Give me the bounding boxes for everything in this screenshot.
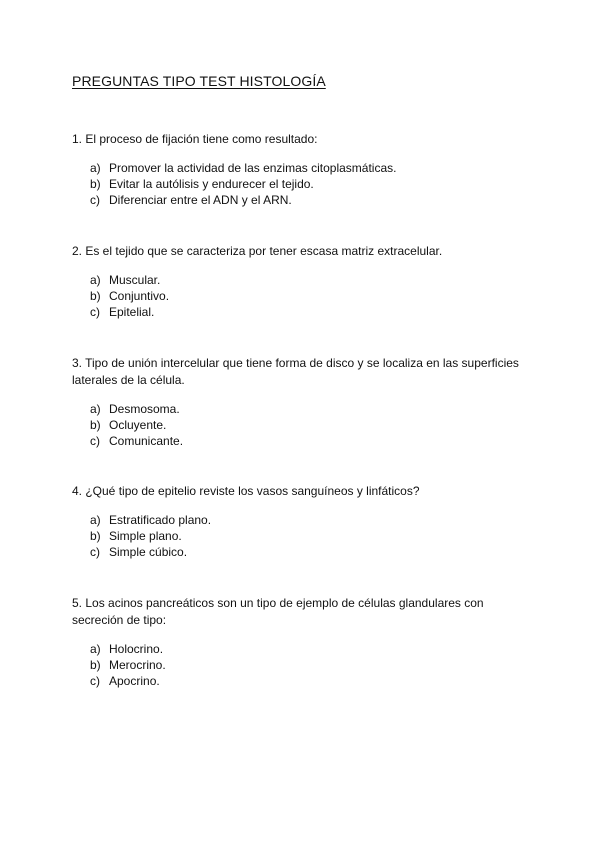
option-a	[90, 512, 532, 528]
page-title: PREGUNTAS TIPO TEST HISTOLOGÍA	[72, 73, 326, 89]
question-1	[72, 131, 532, 208]
option-b	[90, 417, 532, 433]
question-5	[72, 595, 532, 689]
option-letter: c)	[90, 545, 100, 559]
option-text: Estratificado plano.	[109, 513, 212, 527]
option-letter: a)	[90, 161, 101, 175]
option-text: Desmosoma.	[109, 402, 180, 416]
option-letter: c)	[90, 434, 100, 448]
options-list	[72, 641, 532, 689]
option-b	[90, 528, 532, 544]
option-letter: c)	[90, 193, 100, 207]
option-text: Epitelial.	[109, 305, 155, 319]
option-text: Merocrino.	[109, 658, 166, 672]
option-letter: b)	[90, 177, 101, 191]
options-list	[72, 512, 532, 560]
option-text: Muscular.	[109, 273, 161, 287]
option-c	[90, 433, 532, 449]
option-letter: b)	[90, 289, 101, 303]
option-letter: a)	[90, 402, 101, 416]
option-text: Holocrino.	[109, 642, 164, 656]
option-a	[90, 160, 532, 176]
question-text: 3. Tipo de unión intercelular que tiene forma de disco y se localiza en las superficies laterales de la célula.	[72, 356, 519, 387]
options-list	[72, 272, 532, 320]
option-text: Diferenciar entre el ADN y el ARN.	[109, 193, 292, 207]
option-a	[90, 401, 532, 417]
option-b	[90, 657, 532, 673]
option-c	[90, 304, 532, 320]
option-letter: c)	[90, 305, 100, 319]
option-letter: b)	[90, 418, 101, 432]
option-text: Evitar la autólisis y endurecer el tejido.	[109, 177, 314, 191]
option-b	[90, 176, 532, 192]
options-list	[72, 160, 532, 208]
question-text: 2. Es el tejido que se caracteriza por tener escasa matriz extracelular.	[72, 244, 443, 258]
question-2	[72, 243, 532, 320]
option-text: Ocluyente.	[109, 418, 167, 432]
question-text: 5. Los acinos pancreáticos son un tipo de ejemplo de células glandulares con secreción de tipo:	[72, 596, 484, 627]
options-list	[72, 401, 532, 449]
option-letter: c)	[90, 674, 100, 688]
option-c	[90, 192, 532, 208]
option-text: Promover la actividad de las enzimas citoplasmáticas.	[109, 161, 397, 175]
option-text: Conjuntivo.	[109, 289, 170, 303]
option-a	[90, 272, 532, 288]
option-letter: a)	[90, 513, 101, 527]
question-text: 4. ¿Qué tipo de epitelio reviste los vasos sanguíneos y linfáticos?	[72, 484, 420, 498]
question-text: 1. El proceso de fijación tiene como resultado:	[72, 132, 318, 146]
option-text: Comunicante.	[109, 434, 184, 448]
option-letter: a)	[90, 642, 101, 656]
option-a	[90, 641, 532, 657]
option-letter: a)	[90, 273, 101, 287]
option-text: Simple plano.	[109, 529, 182, 543]
option-c	[90, 544, 532, 560]
option-letter: b)	[90, 529, 101, 543]
question-4	[72, 483, 532, 560]
option-b	[90, 288, 532, 304]
option-c	[90, 673, 532, 689]
question-3	[72, 355, 532, 449]
option-text: Apocrino.	[109, 674, 160, 688]
option-letter: b)	[90, 658, 101, 672]
option-text: Simple cúbico.	[109, 545, 188, 559]
